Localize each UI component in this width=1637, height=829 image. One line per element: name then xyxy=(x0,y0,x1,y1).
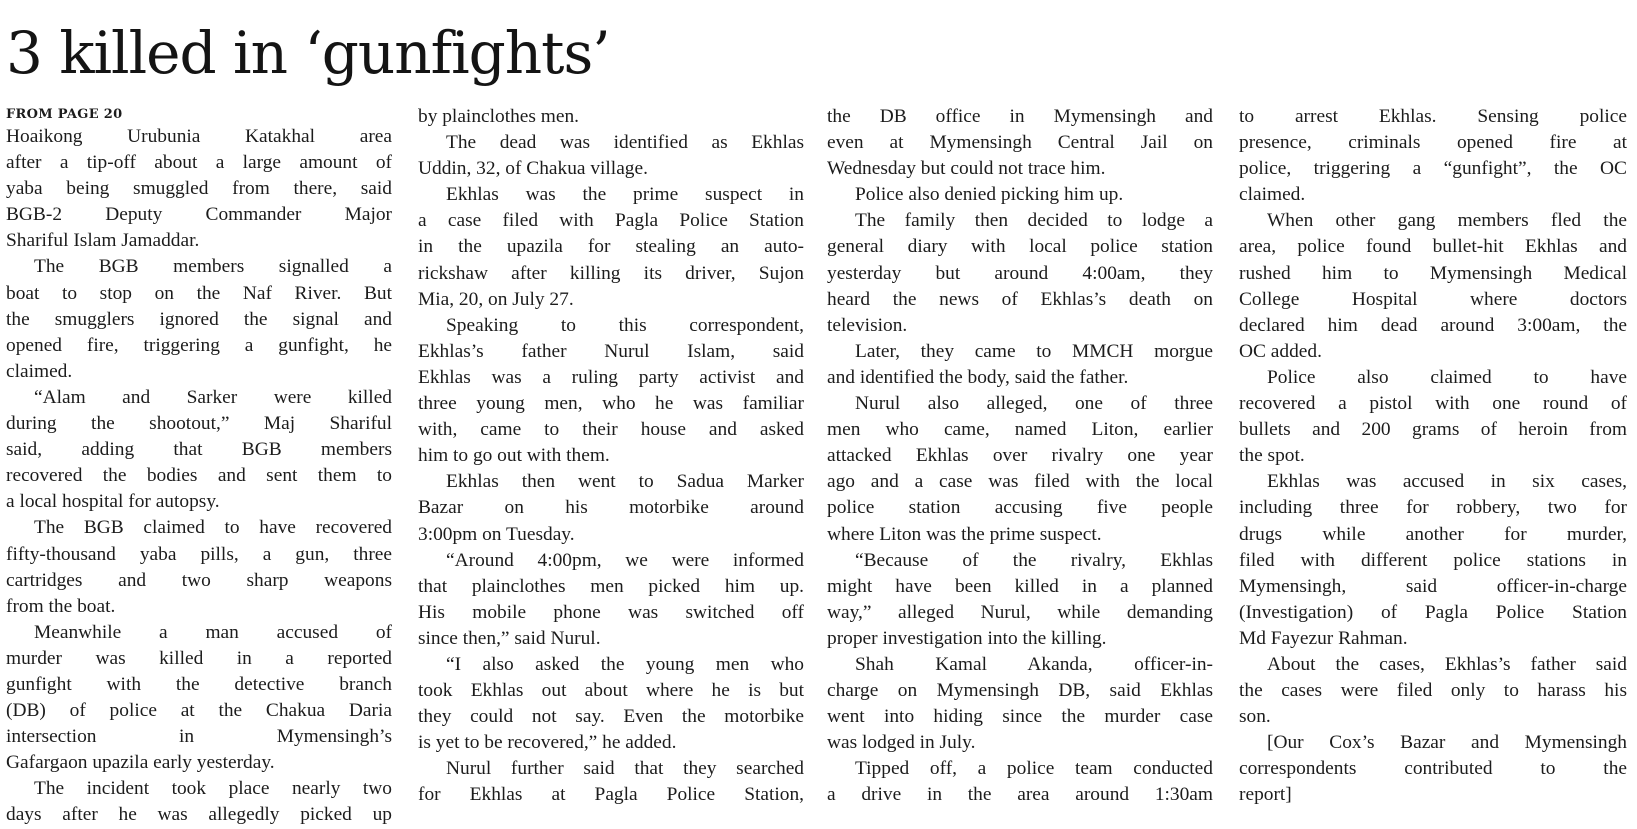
text-line: Shah Kamal Akanda, officer-in- xyxy=(855,653,1213,675)
text-line: son. xyxy=(1239,706,1271,728)
text-line: said, adding that BGB members xyxy=(6,439,392,461)
text-line: The BGB claimed to have recovered xyxy=(34,517,392,539)
text-line: Ekhlas was a ruling party activist and xyxy=(418,366,804,388)
text-line: BGB-2 Deputy Commander Major xyxy=(6,204,392,226)
text-line: him to go out with them. xyxy=(418,445,610,467)
text-line: area, police found bullet-hit Ekhlas and xyxy=(1239,236,1627,258)
text-line: (Investigation) of Pagla Police Station xyxy=(1239,601,1627,623)
text-line: yaba being smuggled from there, said xyxy=(6,178,392,200)
text-line: and identified the body, said the father. xyxy=(827,366,1129,388)
text-line: men who came, named Liton, earlier xyxy=(827,419,1213,441)
text-line: rushed him to Mymensingh Medical xyxy=(1239,262,1627,284)
column-4-text xyxy=(1239,104,1627,809)
text-line: “Because of the rivalry, Ekhlas xyxy=(855,549,1213,571)
text-line: was lodged in July. xyxy=(827,732,976,754)
text-line: with, came to their house and asked xyxy=(418,419,804,441)
text-line: College Hospital where doctors xyxy=(1239,288,1627,310)
text-line: proper investigation into the killing. xyxy=(827,627,1107,649)
text-line: “Alam and Sarker were killed xyxy=(34,386,392,408)
text-line: fifty-thousand yaba pills, a gun, three xyxy=(6,543,392,565)
text-line: The dead was identified as Ekhlas xyxy=(446,132,804,154)
text-line: by plainclothes men. xyxy=(418,106,580,127)
text-line: The family then decided to lodge a xyxy=(855,210,1213,232)
text-line: claimed. xyxy=(6,360,73,382)
text-line: a case filed with Pagla Police Station xyxy=(418,210,804,232)
text-line: filed with different police stations in xyxy=(1239,549,1627,571)
text-line: charge on Mymensingh DB, said Ekhlas xyxy=(827,680,1213,702)
text-line: the spot. xyxy=(1239,445,1305,467)
text-line: Shariful Islam Jamaddar. xyxy=(6,230,200,252)
text-line: gunfight with the detective branch xyxy=(6,673,392,695)
text-line: When other gang members fled the xyxy=(1267,210,1627,232)
column-3-text xyxy=(827,104,1213,809)
text-line: Police also denied picking him up. xyxy=(855,184,1124,206)
text-line: cartridges and two sharp weapons xyxy=(6,569,392,591)
text-line: Meanwhile a man accused of xyxy=(34,621,392,643)
text-line: yesterday but around 4:00am, they xyxy=(827,262,1213,284)
text-line: correspondents contributed to the xyxy=(1239,758,1627,780)
text-line: boat to stop on the Naf River. But xyxy=(6,282,392,304)
article-column-1 xyxy=(6,105,392,829)
text-line: to arrest Ekhlas. Sensing police xyxy=(1239,106,1627,127)
text-line: Wednesday but could not trace him. xyxy=(827,158,1106,180)
text-line: since then,” said Nurul. xyxy=(418,627,601,649)
text-line: three young men, who he was familiar xyxy=(418,393,804,415)
text-line: intersection in Mymensingh’s xyxy=(6,726,392,748)
text-line: from the boat. xyxy=(6,595,116,617)
text-line: days after he was allegedly picked up xyxy=(6,804,392,826)
kicker-from-page: FROM PAGE 20 xyxy=(6,107,123,122)
text-line: opened fire, triggering a gunfight, he xyxy=(6,334,392,356)
text-line: Uddin, 32, of Chakua village. xyxy=(418,158,648,180)
text-line: went into hiding since the murder case xyxy=(827,706,1213,728)
text-line: Bazar on his motorbike around xyxy=(418,497,804,519)
text-line: including three for robbery, two for xyxy=(1239,497,1627,519)
text-line: attacked Ekhlas over rivalry one year xyxy=(827,445,1213,467)
text-line: recovered the bodies and sent them to xyxy=(6,465,392,487)
text-line: Tipped off, a police team conducted xyxy=(855,758,1213,780)
text-line: 3:00pm on Tuesday. xyxy=(418,523,575,545)
article-column-2 xyxy=(418,104,804,809)
text-line: Nurul further said that they searched xyxy=(446,758,804,780)
text-line: after a tip-off about a large amount of xyxy=(6,152,392,174)
text-line: during the shootout,” Maj Shariful xyxy=(6,413,392,435)
text-line: The incident took place nearly two xyxy=(34,778,392,800)
text-line: they could not say. Even the motorbike xyxy=(418,706,804,728)
text-line: Md Fayezur Rahman. xyxy=(1239,627,1408,649)
text-line: presence, criminals opened fire at xyxy=(1239,132,1627,154)
text-line: Ekhlas’s father Nurul Islam, said xyxy=(418,340,804,362)
text-line: Police also claimed to have xyxy=(1267,366,1627,388)
text-line: His mobile phone was switched off xyxy=(418,601,804,623)
text-line: even at Mymensingh Central Jail on xyxy=(827,132,1213,154)
text-line: heard the news of Ekhlas’s death on xyxy=(827,288,1213,310)
text-line: the smugglers ignored the signal and xyxy=(6,308,392,330)
text-line: murder was killed in a reported xyxy=(6,647,392,669)
text-line: Later, they came to MMCH morgue xyxy=(855,340,1213,362)
text-line: “I also asked the young men who xyxy=(446,653,804,675)
text-line: claimed. xyxy=(1239,184,1306,206)
text-line: Ekhlas was accused in six cases, xyxy=(1267,471,1627,493)
text-line: Gafargaon upazila early yesterday. xyxy=(6,752,275,774)
text-line: Ekhlas then went to Sadua Marker xyxy=(446,471,804,493)
text-line: Speaking to this correspondent, xyxy=(446,314,804,336)
column-2-text xyxy=(418,104,804,809)
text-line: [Our Cox’s Bazar and Mymensingh xyxy=(1267,732,1627,754)
text-line: that plainclothes men picked him up. xyxy=(418,575,804,597)
text-line: general diary with local police station xyxy=(827,236,1213,258)
article-column-4 xyxy=(1239,104,1627,809)
text-line: declared him dead around 3:00am, the xyxy=(1239,314,1627,336)
text-line: television. xyxy=(827,314,908,336)
text-line: where Liton was the prime suspect. xyxy=(827,523,1102,545)
text-line: Hoaikong Urubunia Katakhal area xyxy=(6,126,392,147)
text-line: a local hospital for autopsy. xyxy=(6,491,220,513)
text-line: (DB) of police at the Chakua Daria xyxy=(6,700,392,722)
text-line: might have been killed in a planned xyxy=(827,575,1213,597)
text-line: way,” alleged Nurul, while demanding xyxy=(827,601,1213,623)
text-line: ago and a case was filed with the local xyxy=(827,471,1213,493)
text-line: The BGB members signalled a xyxy=(34,256,392,278)
text-line: took Ekhlas out about where he is but xyxy=(418,680,804,702)
text-line: the DB office in Mymensingh and xyxy=(827,106,1213,127)
text-line: bullets and 200 grams of heroin from xyxy=(1239,419,1627,441)
text-line: recovered a pistol with one round of xyxy=(1239,393,1627,415)
text-line: a drive in the area around 1:30am xyxy=(827,784,1213,806)
article-column-3 xyxy=(827,104,1213,809)
text-line: Ekhlas was the prime suspect in xyxy=(446,184,804,206)
text-line: police, triggering a “gunfight”, the OC xyxy=(1239,158,1627,180)
text-line: Mia, 20, on July 27. xyxy=(418,288,574,310)
text-line: for Ekhlas at Pagla Police Station, xyxy=(418,784,804,806)
text-line: is yet to be recovered,” he added. xyxy=(418,732,677,754)
text-line: in the upazila for stealing an auto- xyxy=(418,236,804,258)
column-1-text xyxy=(6,124,392,829)
text-line: OC added. xyxy=(1239,340,1322,362)
text-line: drugs while another for murder, xyxy=(1239,523,1627,545)
text-line: Mymensingh, said officer-in-charge xyxy=(1239,575,1627,597)
headline: 3 killed in ‘gunfights’ xyxy=(6,19,610,87)
text-line: Nurul also alleged, one of three xyxy=(855,393,1213,415)
text-line: police station accusing five people xyxy=(827,497,1213,519)
text-line: “Around 4:00pm, we were informed xyxy=(446,549,804,571)
text-line: the cases were filed only to harass his xyxy=(1239,680,1627,702)
text-line: report] xyxy=(1239,784,1292,806)
text-line: About the cases, Ekhlas’s father said xyxy=(1267,653,1627,675)
text-line: rickshaw after killing its driver, Sujon xyxy=(418,262,804,284)
